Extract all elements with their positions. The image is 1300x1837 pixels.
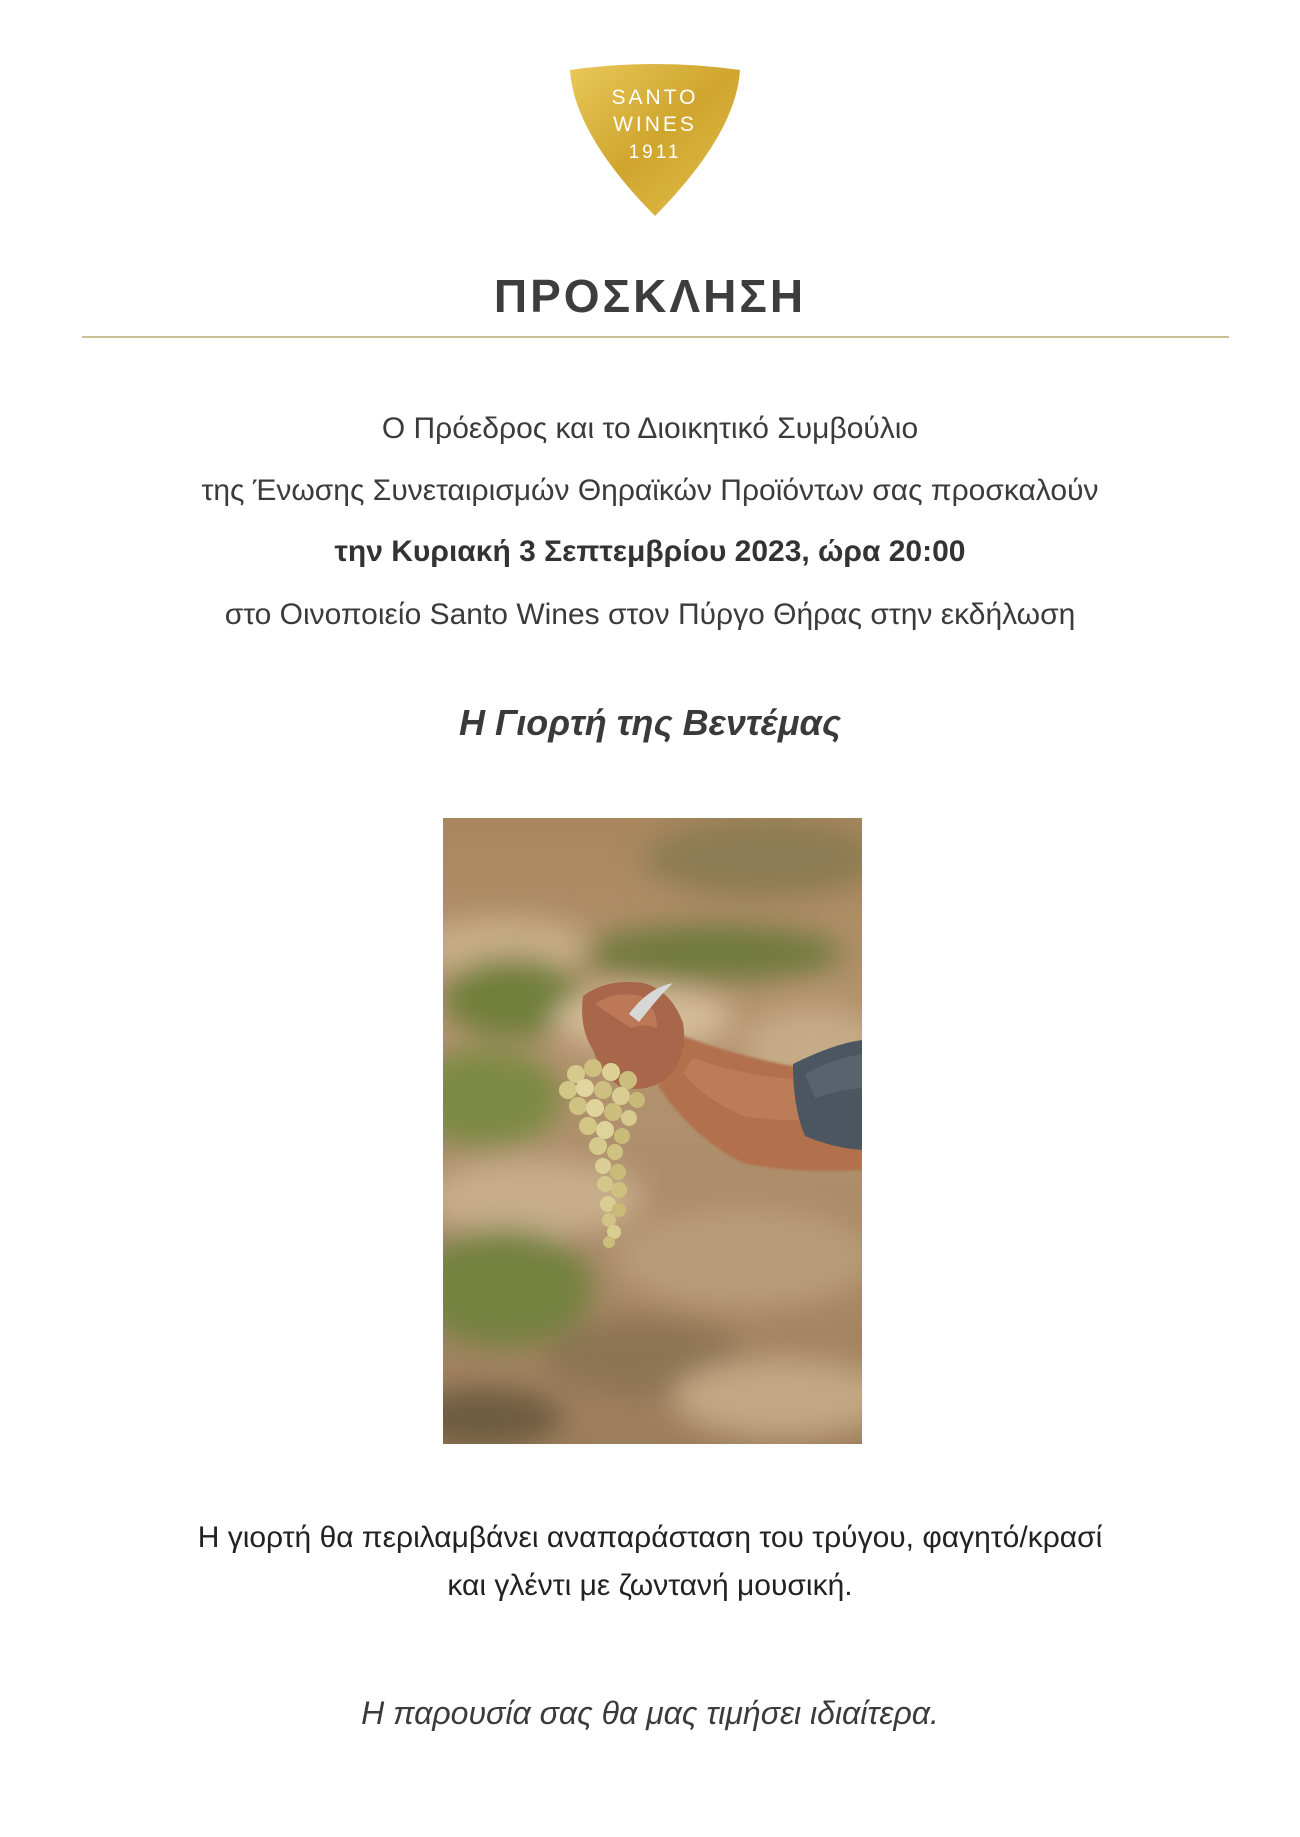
santo-wines-logo xyxy=(566,64,744,220)
intro-line-venue: στο Οινοποιείο Santo Wines στον Πύργο Θήρας στην εκδήλωση xyxy=(224,598,1076,631)
logo-text-year: 1911 xyxy=(628,142,682,163)
shield-logo-icon xyxy=(566,64,744,220)
intro-line-hosts: Ο Πρόεδρος και το Διοικητικό Συμβούλιο xyxy=(381,412,919,445)
logo-text-wines: WINES xyxy=(613,113,697,136)
description-line-2: και γλέντι με ζωντανή μουσική. xyxy=(447,1569,853,1602)
logo-text-santo: SANTO xyxy=(611,86,699,109)
closing-line: Η παρουσία σας θα μας τιμήσει ιδιαίτερα. xyxy=(361,1695,939,1731)
intro-line-date-time: την Κυριακή 3 Σεπτεμβρίου 2023, ώρα 20:00 xyxy=(334,535,966,568)
event-name: Η Γιορτή της Βεντέμας xyxy=(458,702,842,743)
hand-holding-grapes-photo xyxy=(443,818,862,1444)
description-line-1: Η γιορτή θα περιλαμβάνει αναπαράσταση του τρύγου, φαγητό/κρασί xyxy=(197,1521,1103,1554)
page-title: ΠΡΟΣΚΛΗΣΗ xyxy=(493,270,807,322)
title-divider xyxy=(82,336,1229,338)
intro-line-organization: της Ένωσης Συνεταιρισμών Θηραϊκών Προϊόντων σας προσκαλούν xyxy=(201,474,1099,507)
